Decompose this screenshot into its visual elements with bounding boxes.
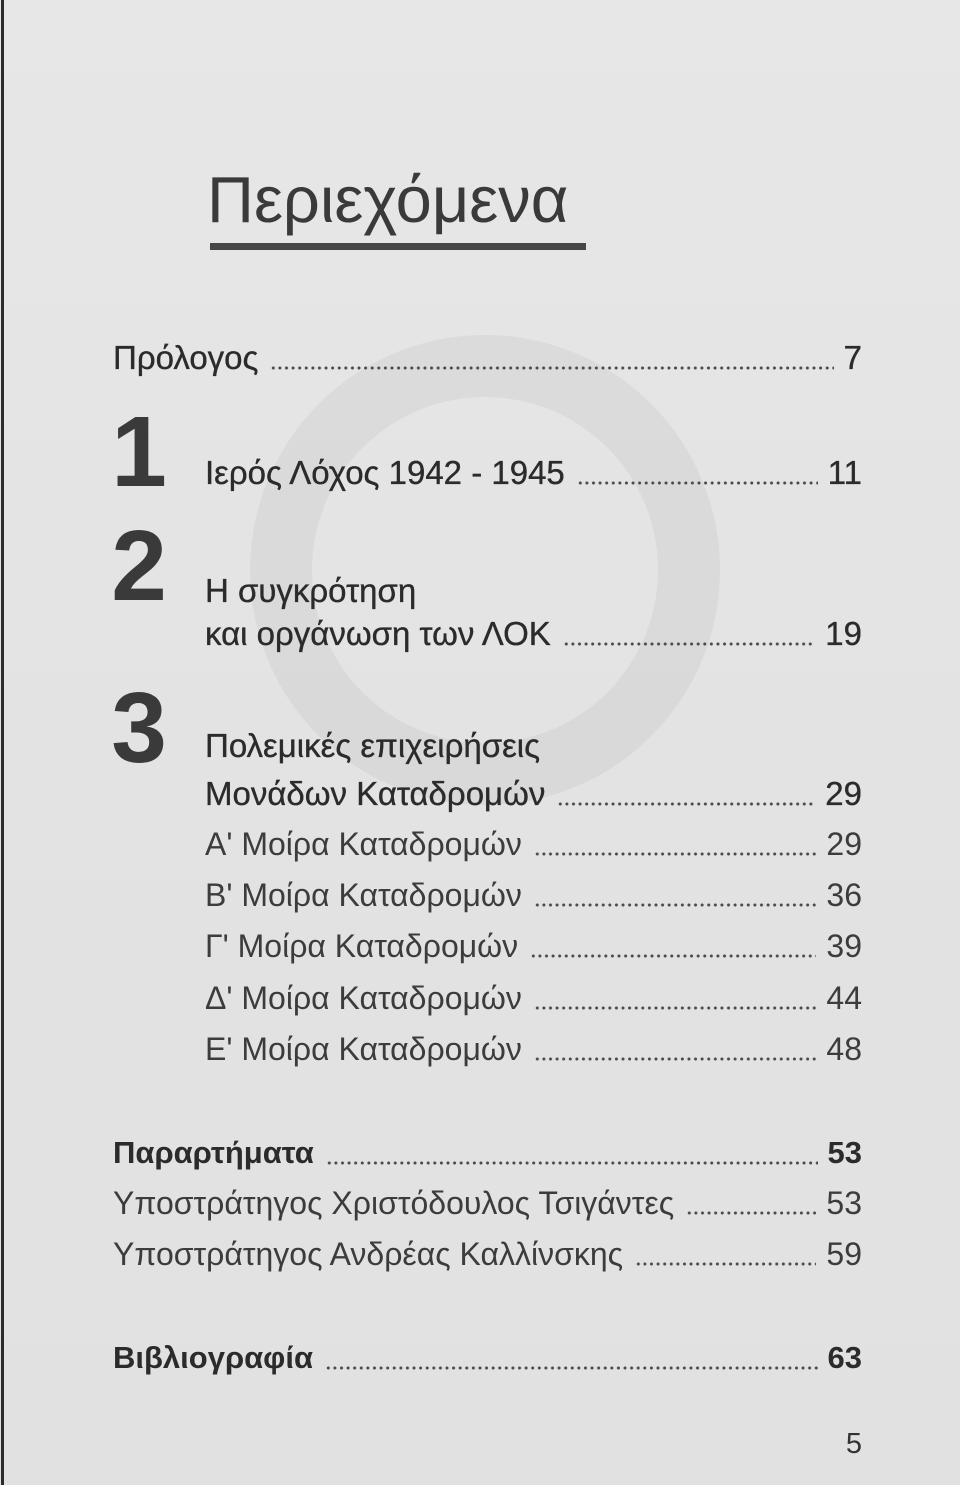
toc-entry-label: Δ' Μοίρα Καταδρομών — [205, 980, 522, 1016]
toc-entry-page: 7 — [843, 339, 862, 376]
toc-entry-chapter-2-line-1 — [205, 571, 862, 611]
chapter-number: 3 — [111, 672, 167, 784]
toc-entry-page: 53 — [827, 1135, 862, 1170]
dot-leader — [534, 1029, 817, 1069]
toc-subentry — [113, 1183, 862, 1223]
dot-leader — [534, 978, 817, 1018]
toc-subentry — [205, 978, 862, 1018]
toc-entry-label: Ε' Μοίρα Καταδρομών — [205, 1031, 522, 1067]
toc-entry-page: 39 — [826, 928, 862, 964]
page-title: Περιεχόμενα — [207, 163, 569, 236]
dot-leader — [635, 1234, 816, 1274]
toc-subentry — [205, 875, 862, 915]
dot-leader — [577, 453, 818, 493]
dot-leader — [563, 614, 816, 654]
toc-entry-label: Α' Μοίρα Καταδρομών — [205, 826, 522, 862]
toc-subentry — [205, 824, 862, 864]
page-edge — [1, 0, 4, 1485]
dot-leader — [530, 926, 816, 966]
title-underline — [210, 243, 586, 250]
toc-entry-chapter-1 — [205, 453, 862, 493]
toc-entry-label: Πολεμικές επιχειρήσεις — [205, 727, 541, 764]
toc-entry-page: 44 — [826, 980, 862, 1016]
dot-leader — [326, 1133, 818, 1173]
chapter-number: 2 — [111, 510, 167, 622]
toc-entry-label: Παραρτήματα — [113, 1135, 314, 1170]
toc-entry-page: 11 — [827, 454, 862, 491]
dot-leader — [325, 1338, 817, 1378]
dot-leader — [557, 774, 815, 814]
toc-entry-label: Βιβλιογραφία — [113, 1340, 314, 1375]
toc-subentry — [205, 926, 862, 966]
toc-entry-label: Γ' Μοίρα Καταδρομών — [205, 928, 519, 964]
toc-entry-chapter-2 — [205, 614, 862, 654]
toc-entry-appendices — [113, 1133, 862, 1173]
toc-subentry — [113, 1234, 862, 1274]
toc-entry-label: και οργάνωση των ΛΟΚ — [205, 615, 551, 652]
toc-entry-label: Υποστράτηγος Χριστόδουλος Τσιγάντες — [113, 1185, 675, 1221]
toc-entry-page: 19 — [825, 615, 862, 652]
toc-entry-page: 29 — [826, 826, 862, 862]
toc-entry-page: 59 — [826, 1236, 862, 1272]
toc-entry-page: 29 — [825, 775, 862, 812]
toc-entry-label: Μονάδων Καταδρομών — [205, 775, 546, 812]
dot-leader — [534, 824, 817, 864]
toc-entry-chapter-3 — [205, 774, 862, 814]
dot-leader — [534, 875, 817, 915]
toc-entry-page: 53 — [826, 1185, 862, 1221]
toc-entry-label: Υποστράτηγος Ανδρέας Καλλίνσκης — [113, 1236, 624, 1272]
page-number: 5 — [845, 1428, 862, 1460]
toc-entry-label: Β' Μοίρα Καταδρομών — [205, 877, 522, 913]
dot-leader — [270, 338, 833, 378]
toc-entry-page: 63 — [827, 1340, 862, 1375]
toc-entry-chapter-3-line-1 — [205, 726, 862, 766]
toc-entry-page: 36 — [826, 877, 862, 913]
toc-subentry — [205, 1029, 862, 1069]
toc-entry-label: Ιερός Λόχος 1942 - 1945 — [205, 454, 565, 491]
toc-entry-page: 48 — [826, 1031, 862, 1067]
toc-entry-bibliography — [113, 1338, 862, 1378]
dot-leader — [686, 1183, 816, 1223]
chapter-number: 1 — [111, 396, 167, 508]
toc-entry-label: Πρόλογος — [113, 339, 259, 376]
toc-entry-prologue — [113, 338, 862, 378]
toc-entry-label: Η συγκρότηση — [205, 572, 417, 609]
